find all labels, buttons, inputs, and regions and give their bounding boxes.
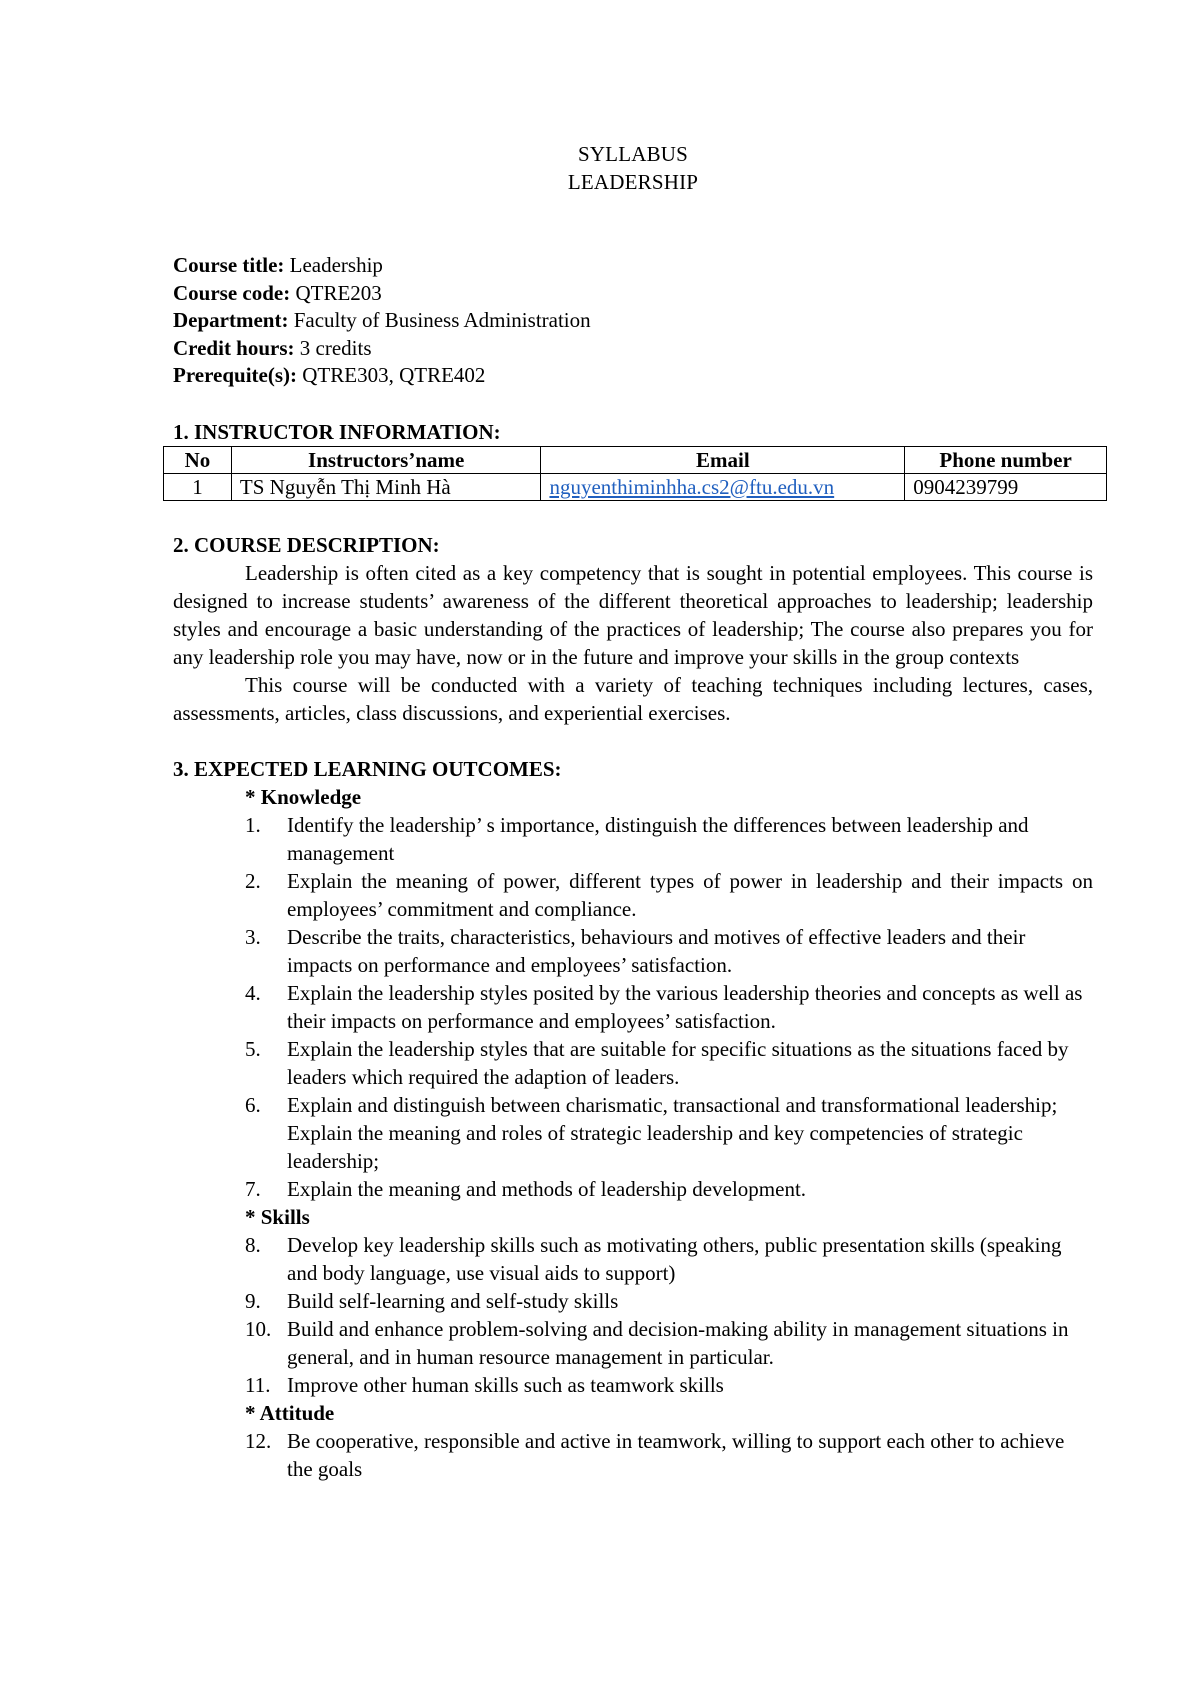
prerequisites-value: QTRE303, QTRE402 <box>297 363 486 387</box>
instructor-section-heading: 1. INSTRUCTOR INFORMATION: <box>173 419 501 444</box>
list-item <box>173 811 1093 867</box>
instructor-name: TS Nguyễn Thị Minh Hà <box>231 473 541 500</box>
document-title-line2: LEADERSHIP <box>567 170 699 194</box>
outcome-text: Identify the leadership’ s importance, distinguish the differences between leadership and management <box>287 812 1029 865</box>
department-label: Department: <box>173 308 289 332</box>
outcome-number: 11. <box>245 1372 271 1397</box>
outcome-text: Develop key leadership skills such as motivating others, public presentation skills (speaking and body language, use visual aids to support) <box>287 1232 1062 1285</box>
course-info <box>173 252 1093 390</box>
course-title-line <box>173 252 1093 280</box>
course-code-label: Course code: <box>173 280 291 305</box>
outcome-text: Explain the meaning and methods of leadership development. <box>287 1176 807 1201</box>
outcome-number: 5. <box>245 1036 261 1061</box>
outcome-number: 8. <box>245 1232 261 1257</box>
instructor-phone: 0904239799 <box>905 473 1107 500</box>
list-item <box>173 1371 1093 1399</box>
course-code-value: QTRE203 <box>290 280 382 305</box>
outcome-number: 4. <box>245 980 261 1005</box>
instructor-email-link[interactable]: nguyenthiminhha.cs2@ftu.edu.vn <box>549 474 835 499</box>
outcome-text: Build self-learning and self-study skills <box>287 1288 619 1313</box>
outcome-number: 10. <box>245 1316 272 1341</box>
outcome-text: Explain the leadership styles posited by the various leadership theories and concepts as well as their impacts on performance and employees’ satisfaction. <box>287 980 1083 1033</box>
column-header-name: Instructors’name <box>231 446 541 473</box>
instructor-email-cell <box>541 473 905 500</box>
credit-hours-line <box>173 335 1093 363</box>
description-section-heading: 2. COURSE DESCRIPTION: <box>173 532 440 557</box>
table-row <box>164 473 1107 500</box>
list-item <box>173 1231 1093 1287</box>
outcome-number: 2. <box>245 868 261 893</box>
prerequisites-label: Prerequite(s): <box>173 363 298 387</box>
outcome-number: 6. <box>245 1092 261 1117</box>
outcomes-section-heading: 3. EXPECTED LEARNING OUTCOMES: <box>173 756 562 781</box>
outcome-text: Build and enhance problem-solving and decision-making ability in management situations in general, and in human resource management in particular. <box>287 1316 1069 1369</box>
column-header-phone: Phone number <box>905 446 1107 473</box>
outcome-text: Be cooperative, responsible and active in teamwork, willing to support each other to achieve the goals <box>287 1428 1065 1481</box>
credit-hours-value: 3 credits <box>294 335 372 360</box>
list-item <box>173 1315 1093 1371</box>
instructor-table <box>163 446 1107 501</box>
skills-heading: * Skills <box>245 1204 310 1229</box>
outcome-number: 1. <box>245 812 261 837</box>
list-item <box>173 1035 1093 1091</box>
skills-list <box>173 1231 1093 1399</box>
course-title-value: Leadership <box>284 253 383 277</box>
table-header-row <box>164 446 1107 473</box>
credit-hours-label: Credit hours: <box>173 335 295 360</box>
syllabus-page <box>173 140 1093 1483</box>
outcome-text: Describe the traits, characteristics, behaviours and motives of effective leaders and their impacts on performance and employees’ satisfaction. <box>287 924 1026 977</box>
outcome-text: Explain the meaning of power, different types of power in leadership and their impacts on employees’ commitment and compliance. <box>287 868 1093 921</box>
outcome-number: 12. <box>245 1428 272 1453</box>
department-line <box>173 307 1093 335</box>
outcome-text: Explain the leadership styles that are suitable for specific situations as the situations faced by leaders which required the adaption of leaders. <box>287 1036 1069 1089</box>
department-value: Faculty of Business Administration <box>288 308 591 332</box>
list-item <box>173 867 1093 923</box>
list-item <box>173 923 1093 979</box>
outcome-text: Improve other human skills such as teamwork skills <box>287 1372 724 1397</box>
description-paragraph-2: This course will be conducted with a variety of teaching techniques including lectures, cases, assessments, articles, class discussions, and experiential exercises. <box>173 672 1093 725</box>
knowledge-heading: * Knowledge <box>245 784 362 809</box>
document-title-line1: SYLLABUS <box>577 142 689 166</box>
prerequisites-line <box>173 362 1093 390</box>
column-header-no: No <box>164 446 232 473</box>
list-item <box>173 1287 1093 1315</box>
outcome-number: 9. <box>245 1288 261 1313</box>
outcome-number: 3. <box>245 924 261 949</box>
instructor-no: 1 <box>164 473 232 500</box>
attitude-list <box>173 1427 1093 1483</box>
list-item <box>173 1427 1093 1483</box>
list-item <box>173 979 1093 1035</box>
outcome-number: 7. <box>245 1176 261 1201</box>
course-title-label: Course title: <box>173 253 285 277</box>
list-item <box>173 1175 1093 1203</box>
description-paragraph-1: Leadership is often cited as a key competency that is sought in potential employees. This course is designed to increase students’ awareness of the different theoretical approaches to leadership; leadership styles and encourage a basic understanding of the practices of leadership; The course also prepares you for any leadership role you may have, now or in the future and improve your skills in the group contexts <box>173 560 1093 669</box>
column-header-email: Email <box>541 446 905 473</box>
attitude-heading: * Attitude <box>245 1400 335 1425</box>
knowledge-list <box>173 811 1093 1203</box>
course-code-line <box>173 280 1093 308</box>
list-item <box>173 1091 1093 1175</box>
outcome-text: Explain and distinguish between charismatic, transactional and transformational leadership; Explain the meaning and roles of strategic leadership and key competencies of strategic leadership; <box>287 1092 1058 1173</box>
